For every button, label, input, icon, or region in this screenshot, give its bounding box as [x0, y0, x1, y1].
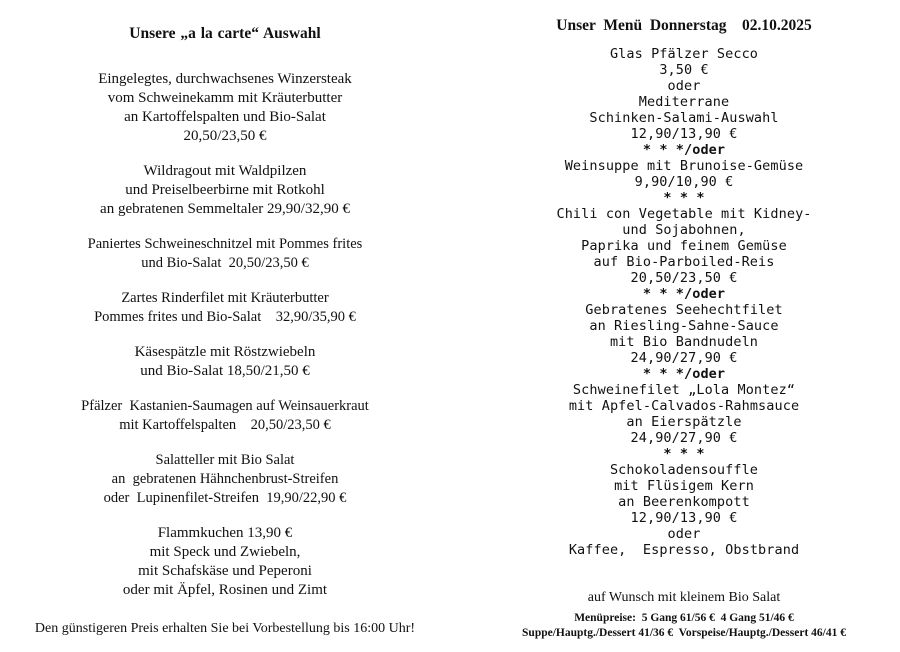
menu-item-salatteller [0, 451, 450, 508]
course-separator: * * */oder [642, 366, 726, 382]
item-line: Wildragout mit Waldpilzen [143, 163, 307, 179]
menu-prices-line: Suppe/Hauptg./Dessert 41/36 € Vorspeise/Hauptg./Dessert 46/41 € [522, 627, 846, 639]
menu-item-winzersteak [0, 70, 450, 146]
item-line: Eingelegtes, durchwachsenes Winzersteak [98, 71, 352, 87]
daily-menu-lines [468, 46, 900, 558]
item-line: und Preiselbeerbirne mit Rotkohl [125, 182, 325, 198]
item-line: Zartes Rinderfilet mit Kräuterbutter [121, 290, 329, 306]
menu-line: an Beerenkompott [618, 494, 750, 510]
item-line: an gebratenen Semmeltaler 29,90/32,90 € [100, 201, 350, 217]
course-separator: * * */oder [642, 286, 726, 302]
item-line: mit Speck und Zwiebeln, [149, 544, 301, 560]
menu-line: oder [667, 526, 701, 542]
menu-line: Schokoladensouffle [609, 462, 759, 478]
menu-line: 12,90/13,90 € [630, 126, 738, 142]
item-line: oder mit Äpfel, Rosinen und Zimt [122, 582, 328, 598]
a-la-carte-title: Unsere „a la carte“ Auswahl [129, 25, 321, 42]
menu-line: Weinsuppe mit Brunoise-Gemüse [564, 158, 804, 174]
menu-line: und Sojabohnen, [622, 222, 746, 238]
menu-item-rinderfilet [0, 289, 450, 327]
item-line: mit Kartoffelspalten 20,50/23,50 € [119, 417, 331, 433]
preorder-footer: Den günstigeren Preis erhalten Sie bei Vorbestellung bis 16:00 Uhr! [34, 621, 416, 636]
menu-item-schnitzel [0, 235, 450, 273]
item-line: Flammkuchen 13,90 € [157, 525, 293, 541]
menu-line: auf Bio-Parboiled-Reis [593, 254, 775, 270]
item-line: Pfälzer Kastanien-Saumagen auf Weinsauerkraut [81, 398, 369, 414]
item-line: mit Schafskäse und Peperoni [138, 563, 312, 579]
course-separator: * * * [663, 446, 705, 462]
menu-line: 12,90/13,90 € [630, 510, 738, 526]
menu-line: 24,90/27,90 € [630, 430, 738, 446]
menu-line: Glas Pfälzer Secco [609, 46, 759, 62]
item-line: und Bio-Salat 18,50/21,50 € [140, 363, 310, 379]
item-line: Salatteller mit Bio Salat [155, 452, 295, 468]
item-line: vom Schweinekamm mit Kräuterbutter [107, 90, 343, 106]
menu-line: 3,50 € [659, 62, 709, 78]
daily-menu-column [468, 0, 900, 639]
menu-item-wildragout [0, 162, 450, 219]
bio-salad-note: auf Wunsch mit kleinem Bio Salat [587, 590, 781, 605]
item-line: an Kartoffelspalten und Bio-Salat [124, 109, 326, 125]
menu-line: 20,50/23,50 € [630, 270, 738, 286]
menu-line: oder [667, 78, 701, 94]
course-separator: * * */oder [642, 142, 726, 158]
menu-line: mit Bio Bandnudeln [609, 334, 759, 350]
menu-line: 24,90/27,90 € [630, 350, 738, 366]
menu-item-saumagen [0, 397, 450, 435]
menu-line: an Riesling-Sahne-Sauce [589, 318, 779, 334]
item-line: an gebratenen Hähnchenbrust-Streifen [111, 471, 339, 487]
course-separator: * * * [663, 190, 705, 206]
menu-line: Gebratenes Seehechtfilet [585, 302, 783, 318]
item-line: Pommes frites und Bio-Salat 32,90/35,90 € [94, 309, 356, 325]
daily-menu-title: Unser Menü Donnerstag 02.10.2025 [556, 17, 812, 34]
item-line: oder Lupinenfilet-Streifen 19,90/22,90 € [103, 490, 347, 506]
menu-line: Mediterrane [638, 94, 730, 110]
menu-line: mit Flüsigem Kern [614, 478, 754, 494]
menu-line: Kaffee, Espresso, Obstbrand [568, 542, 800, 558]
menu-line: an Eierspätzle [626, 414, 742, 430]
item-line: Käsespätzle mit Röstzwiebeln [134, 344, 316, 360]
menu-line: mit Apfel-Calvados-Rahmsauce [568, 398, 800, 414]
item-line: Paniertes Schweineschnitzel mit Pommes frites [87, 236, 363, 252]
menu-line: 9,90/10,90 € [634, 174, 734, 190]
item-line: und Bio-Salat 20,50/23,50 € [141, 255, 309, 271]
a-la-carte-column [0, 0, 450, 636]
menu-prices-line: Menüpreise: 5 Gang 61/56 € 4 Gang 51/46 € [574, 612, 794, 624]
menu-line: Paprika und feinem Gemüse [581, 238, 787, 254]
menu-item-flammkuchen [0, 524, 450, 600]
menu-line: Chili con Vegetable mit Kidney- [556, 206, 812, 222]
item-price: 20,50/23,50 € [183, 128, 267, 144]
menu-line: Schweinefilet „Lola Montez“ [572, 382, 796, 398]
menu-item-kaesespaetzle [0, 343, 450, 381]
menu-line: Schinken-Salami-Auswahl [589, 110, 779, 126]
